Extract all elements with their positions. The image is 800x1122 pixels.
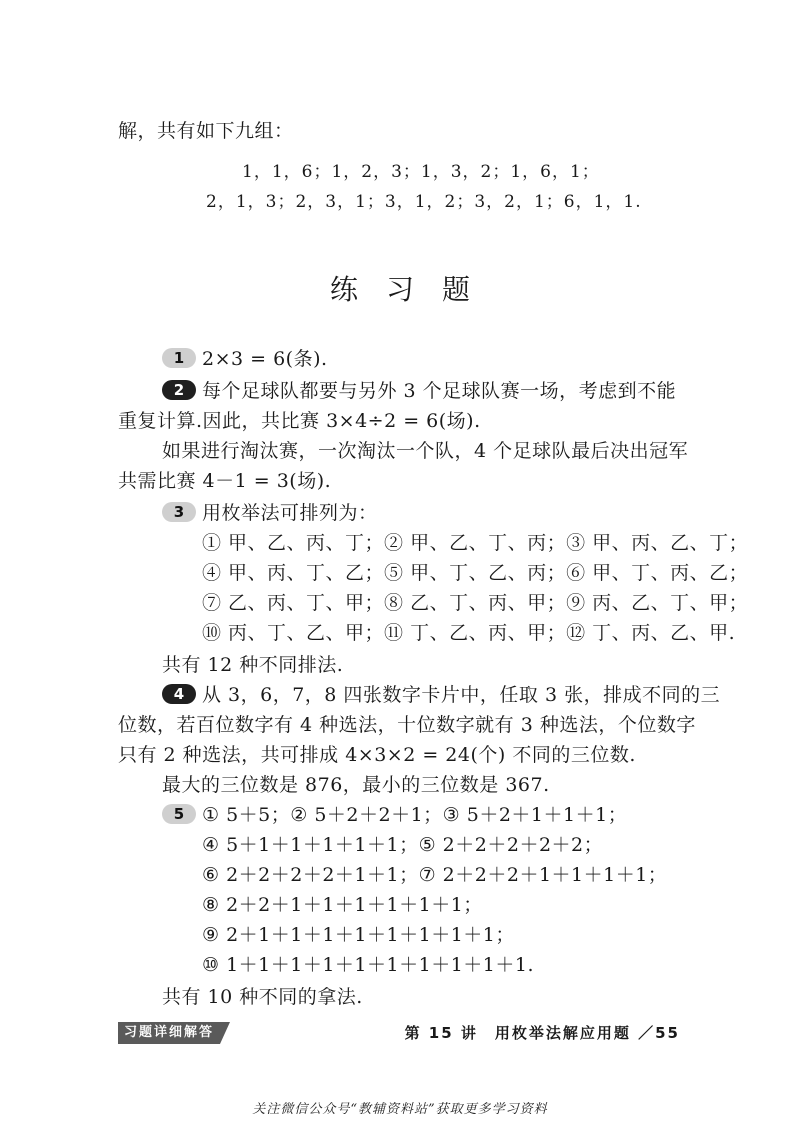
problem-3-row-3: ⑦ 乙、丙、丁、甲；⑧ 乙、丁、丙、甲；⑨ 丙、乙、丁、甲； xyxy=(202,592,749,614)
problem-3-summary: 共有 12 种不同排法. xyxy=(162,654,344,676)
problem-5-row-4: ⑧ 2＋2＋1＋1＋1＋1＋1＋1； xyxy=(202,894,483,916)
problem-5-row-3: ⑥ 2＋2＋2＋2＋1＋1；⑦ 2＋2＋2＋1＋1＋1＋1； xyxy=(202,864,668,886)
footer-section-tag: 习题详细解答 xyxy=(118,1022,220,1044)
problem-number-badge: 4 xyxy=(162,684,196,704)
problem-2-line-2: 重复计算.因此，共比赛 3×4÷2 = 6(场). xyxy=(118,410,481,432)
problem-4-line-4: 最大的三位数是 876，最小的三位数是 367. xyxy=(162,774,550,796)
problem-1 xyxy=(162,346,328,372)
intro-text: 解，共有如下九组： xyxy=(118,120,294,142)
section-title: 练习题 xyxy=(329,273,498,306)
problem-5-row-2: ④ 5＋1＋1＋1＋1＋1；⑤ 2＋2＋2＋2＋2； xyxy=(202,834,604,856)
problem-number-badge: 2 xyxy=(162,380,196,400)
intro-answer-line-1: 1，1，6；1，2，3；1，3，2；1，6，1； xyxy=(242,162,600,182)
problem-2-line-4: 共需比赛 4－1 = 3(场). xyxy=(118,470,332,492)
problem-number-badge: 1 xyxy=(162,348,196,368)
problem-5-summary: 共有 10 种不同的拿法. xyxy=(162,986,363,1008)
problem-4-line-3: 只有 2 种选法，共可排成 4×3×2 = 24(个) 不同的三位数. xyxy=(118,744,636,766)
problem-3-row-4: ⑩ 丙、丁、乙、甲；⑪ 丁、乙、丙、甲；⑫ 丁、丙、乙、甲. xyxy=(202,622,736,644)
problem-3-row-2: ④ 甲、丙、丁、乙；⑤ 甲、丁、乙、丙；⑥ 甲、丁、丙、乙； xyxy=(202,562,749,584)
intro-answer-line-2: 2，1，3；2，3，1；3，1，2；3，2，1；6，1，1. xyxy=(206,192,642,212)
problem-number-badge: 3 xyxy=(162,502,196,522)
problem-1-text: 2×3 = 6(条). xyxy=(202,348,328,370)
problem-number-badge: 5 xyxy=(162,804,196,824)
footer-chapter-page: 第 15 讲 用枚举法解应用题 ／55 xyxy=(404,1024,680,1042)
problem-5-row-6: ⑩ 1＋1＋1＋1＋1＋1＋1＋1＋1＋1. xyxy=(202,954,534,976)
problem-5-row-5: ⑨ 2＋1＋1＋1＋1＋1＋1＋1＋1； xyxy=(202,924,515,946)
watermark-text: 关注微信公众号“教辅资料站”获取更多学习资料 xyxy=(252,1102,548,1117)
problem-2-line-1: 2 每个足球队都要与另外 3 个足球队赛一场，考虑到不能 xyxy=(162,378,676,404)
problem-4-line-1: 4 从 3，6，7，8 四张数字卡片中，任取 3 张，排成不同的三 xyxy=(162,682,720,708)
problem-2-line-3: 如果进行淘汰赛，一次淘汰一个队，4 个足球队最后决出冠军 xyxy=(162,440,689,462)
problem-3-row-1: ① 甲、乙、丙、丁；② 甲、乙、丁、丙；③ 甲、丙、乙、丁； xyxy=(202,532,749,554)
problem-4-line-2: 位数，若百位数字有 4 种选法，十位数字就有 3 种选法，个位数字 xyxy=(118,714,696,736)
problem-3-line-1: 3 用枚举法可排列为： xyxy=(162,500,378,526)
problem-5-row-1: 5 ① 5＋5；② 5＋2＋2＋1；③ 5＋2＋1＋1＋1； xyxy=(162,802,627,828)
